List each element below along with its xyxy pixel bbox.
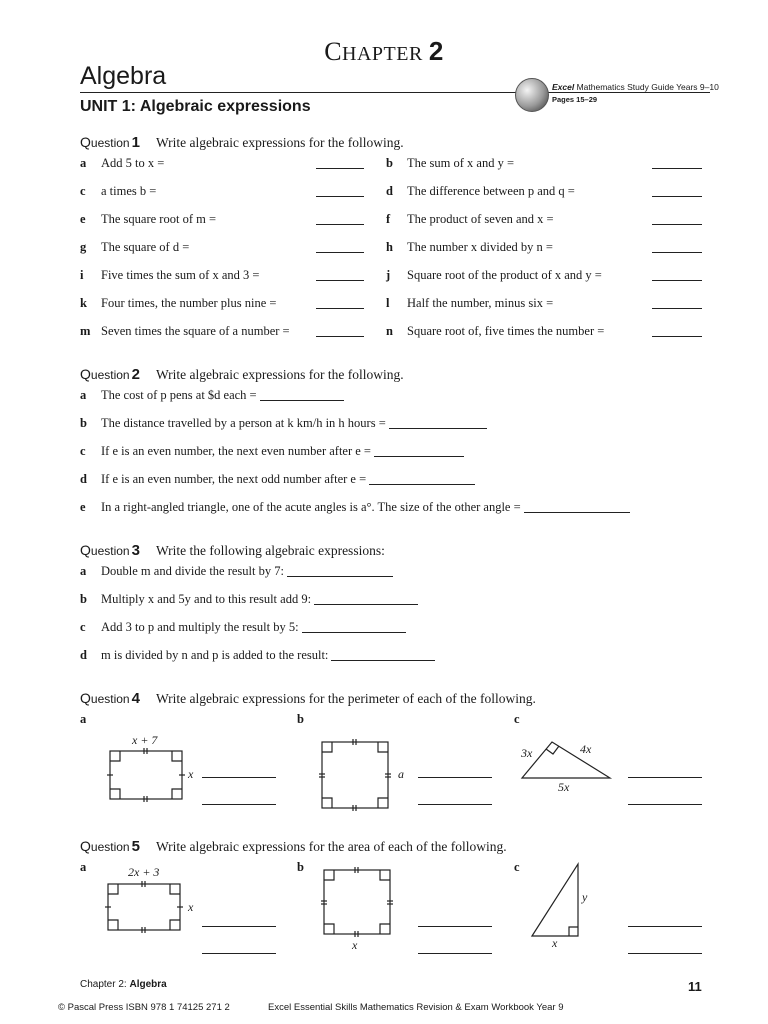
q4c-right-label: 4x <box>580 742 592 756</box>
q2-item-d: d If e is an even number, the next odd number after e = <box>80 472 475 487</box>
q1-item-e: e The square root of m = <box>80 212 217 226</box>
q5-rectangle-figure <box>100 880 190 936</box>
question-text: Write the following algebraic expressions: <box>155 543 385 558</box>
question-number: 3 <box>131 542 140 559</box>
answer-blank-q1m[interactable] <box>316 336 364 337</box>
q4-part-b-label: b <box>297 712 304 726</box>
footer-isbn: © Pascal Press ISBN 978 1 74125 271 2 <box>58 1002 230 1013</box>
q5c-bottom-label: x <box>552 936 558 950</box>
answer-blank-q4a-2[interactable] <box>202 804 276 805</box>
q1-item-k: k Four times, the number plus nine = <box>80 296 277 310</box>
q5-part-a-label: a <box>80 860 87 874</box>
q3-item-b: b Multiply x and 5y and to this result add 9: <box>80 592 418 607</box>
footer-chapter-prefix: Chapter 2: <box>80 979 127 990</box>
answer-blank-q1b[interactable] <box>652 168 702 169</box>
q4a-top-label: x + 7 <box>132 733 158 747</box>
chapter-name: Algebra <box>80 62 167 90</box>
question-2-heading: Question 2 Write algebraic expressions for the following. <box>80 366 404 383</box>
q4c-left-label: 3x <box>521 746 533 760</box>
q1-item-i: i Five times the sum of x and 3 = <box>80 268 260 282</box>
answer-blank-q1g[interactable] <box>316 252 364 253</box>
answer-blank-q2a[interactable] <box>260 400 344 401</box>
q4-part-a-label: a <box>80 712 87 726</box>
question-text: Write algebraic expressions for the area of each of the following. <box>155 839 507 854</box>
answer-blank-q4b-1[interactable] <box>418 777 492 778</box>
question-number: 5 <box>131 838 140 855</box>
q4-square-figure <box>314 738 396 814</box>
q1-item-f: f The product of seven and x = <box>386 212 554 226</box>
q4b-side-label: a <box>398 767 404 781</box>
q5-triangle-figure <box>528 860 584 940</box>
question-text: Write algebraic expressions for the perimeter of each of the following. <box>155 691 536 706</box>
answer-blank-q5b-1[interactable] <box>418 926 492 927</box>
answer-blank-q2b[interactable] <box>389 428 487 429</box>
study-guide-pages: Pages 15–29 <box>552 95 598 104</box>
question-text: Write algebraic expressions for the following. <box>155 135 404 150</box>
q3-item-c: c Add 3 to p and multiply the result by 5: <box>80 620 406 635</box>
q5-square-figure <box>318 866 398 940</box>
chapter-word-rest: HAPTER <box>342 43 423 65</box>
q2-item-c: c If e is an even number, the next even number after e = <box>80 444 464 459</box>
answer-blank-q2e[interactable] <box>524 512 630 513</box>
question-number: 1 <box>131 134 140 151</box>
footer-chapter-name: Algebra <box>129 979 167 990</box>
answer-blank-q3b[interactable] <box>314 604 418 605</box>
answer-blank-q1n[interactable] <box>652 336 702 337</box>
q5-part-b-label: b <box>297 860 304 874</box>
study-guide-reference <box>552 82 719 92</box>
answer-blank-q5c-1[interactable] <box>628 926 702 927</box>
answer-blank-q1a[interactable] <box>316 168 364 169</box>
answer-blank-q1c[interactable] <box>316 196 364 197</box>
q1-item-b: b The sum of x and y = <box>386 156 515 170</box>
q1-item-h: h The number x divided by n = <box>386 240 553 254</box>
q1-item-n: n Square root of, five times the number = <box>386 324 605 338</box>
answer-blank-q3a[interactable] <box>287 576 393 577</box>
q1-item-d: d The difference between p and q = <box>386 184 575 198</box>
answer-blank-q5b-2[interactable] <box>418 953 492 954</box>
question-number: 2 <box>131 366 140 383</box>
q4c-bottom-label: 5x <box>558 780 570 794</box>
answer-blank-q3d[interactable] <box>331 660 435 661</box>
chapter-number: 2 <box>428 36 444 66</box>
q5a-top-label: 2x + 3 <box>128 865 160 879</box>
answer-blank-q4c-1[interactable] <box>628 777 702 778</box>
answer-blank-q2d[interactable] <box>369 484 475 485</box>
footer-chapter <box>80 979 167 990</box>
q2-item-a: a The cost of p pens at $d each = <box>80 388 344 403</box>
answer-blank-q2c[interactable] <box>374 456 464 457</box>
answer-blank-q1k[interactable] <box>316 308 364 309</box>
q1-item-m: m Seven times the square of a number = <box>80 324 290 338</box>
q1-item-j: j Square root of the product of x and y = <box>386 268 602 282</box>
q1-item-l: l Half the number, minus six = <box>386 296 554 310</box>
q3-item-d: d m is divided by n and p is added to the result: <box>80 648 435 663</box>
question-4-heading: Question 4 Write algebraic expressions for the perimeter of each of the following. <box>80 690 536 707</box>
answer-blank-q4b-2[interactable] <box>418 804 492 805</box>
study-guide-badge-icon <box>515 78 549 112</box>
q2-item-b: b The distance travelled by a person at k km/h in h hours = <box>80 416 487 431</box>
q4-part-c-label: c <box>514 712 520 726</box>
answer-blank-q1j[interactable] <box>652 280 702 281</box>
footer-book-title: Excel Essential Skills Mathematics Revision & Exam Workbook Year 9 <box>268 1002 564 1013</box>
q1-item-c: c a times b = <box>80 184 157 198</box>
q3-item-a: a Double m and divide the result by 7: <box>80 564 393 579</box>
question-5-heading: Question 5 Write algebraic expressions for the area of each of the following. <box>80 838 507 855</box>
question-number: 4 <box>131 690 140 707</box>
q1-item-g: g The square of d = <box>80 240 190 254</box>
answer-blank-q1l[interactable] <box>652 308 702 309</box>
answer-blank-q5c-2[interactable] <box>628 953 702 954</box>
question-text: Write algebraic expressions for the following. <box>155 367 404 382</box>
answer-blank-q4a-1[interactable] <box>202 777 276 778</box>
answer-blank-q3c[interactable] <box>302 632 406 633</box>
answer-blank-q1h[interactable] <box>652 252 702 253</box>
answer-blank-q5a-1[interactable] <box>202 926 276 927</box>
question-3-heading: Question 3 Write the following algebraic expressions: <box>80 542 385 559</box>
answer-blank-q4c-2[interactable] <box>628 804 702 805</box>
study-guide-brand: Excel <box>552 82 575 92</box>
q1-item-a: a Add 5 to x = <box>80 156 165 170</box>
page-number: 11 <box>688 979 702 994</box>
chapter-word-cap: C <box>324 37 343 66</box>
answer-blank-q5a-2[interactable] <box>202 953 276 954</box>
q5-part-c-label: c <box>514 860 520 874</box>
header-rule <box>80 92 710 93</box>
q5c-side-label: y <box>582 890 588 904</box>
unit-title: UNIT 1: Algebraic expressions <box>80 98 311 115</box>
question-1-heading: Question 1 Write algebraic expressions for the following. <box>80 134 404 151</box>
q4-rectangle-figure <box>100 748 190 804</box>
answer-blank-q1i[interactable] <box>316 280 364 281</box>
answer-blank-q1e[interactable] <box>316 224 364 225</box>
study-guide-text: Mathematics Study Guide Years 9–10 <box>576 82 719 92</box>
q4-triangle-figure <box>518 738 614 784</box>
answer-blank-q1f[interactable] <box>652 224 702 225</box>
q5b-bottom-label: x <box>352 938 358 952</box>
q4a-side-label: x <box>188 767 194 781</box>
answer-blank-q1d[interactable] <box>652 196 702 197</box>
q5a-side-label: x <box>188 900 194 914</box>
q2-item-e: e In a right-angled triangle, one of the acute angles is a°. The size of the other angle = <box>80 500 630 515</box>
